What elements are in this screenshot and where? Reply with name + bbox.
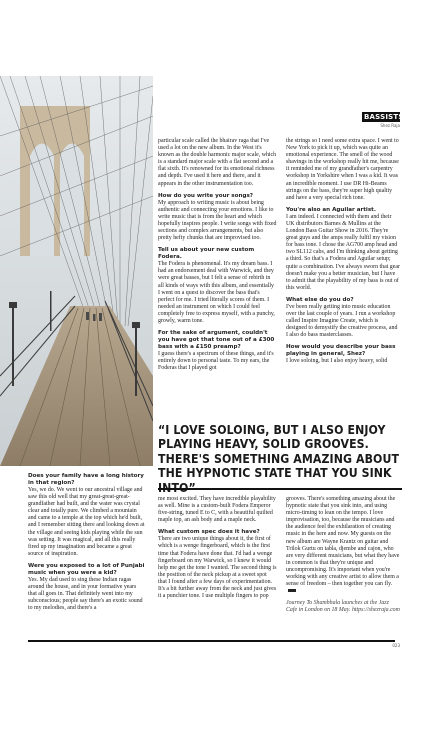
footer-rule [28, 640, 395, 642]
article-column-2-bottom [158, 496, 277, 605]
pull-quote: “I LOVE SOLOING, BUT I ALSO ENJOY PLAYING HEAVY, SOLID GROOVES. THERE'S SOMETHING AMAZING ABOUT THE HYPNOTIC STATE THAT YOU SINK [158, 423, 400, 481]
question-heading: You're also an Aguilar artist. [286, 206, 376, 213]
section-tag-subject: Shez Raja [380, 123, 400, 128]
question-heading: Does your family have a long history in that region? [28, 473, 144, 486]
question-heading: What custom spec does it have? [158, 529, 260, 536]
question-heading: For the sake of argument, couldn't you have got that tone out of a £300 bass with a £150 preamp? [158, 330, 275, 351]
closing-text: grooves. There's something amazing about the hypnotic state that you sink into, and using micro-timing to lean on the tempo. I love improvisation, too, because the musicians and the audience feel the exhilaration of creating music in the here and now. My guests on the new album are Wayne Krantz on guitar and Trilok Gurtu on tabla, djembe and cajon, who are very different musicians, but what they have in common is that they're unique and uncompromising. It's important when you're working with any creative artist to allow them a sense of freedom – then together you can fly. [286, 496, 400, 588]
article-column-2-top [158, 138, 277, 377]
section-tag [362, 112, 404, 128]
end-of-article-icon [288, 589, 296, 592]
answer-paragraph: particular scale called the bhairav raga that I've used a lot on the new album. In the West it's known as the double harmonic major scale, which is a standard major scale with a flat second and a flat sixth. It's renowned for its emotional richness and depth. I've used it here and there, and it appears in the other instrumentation too. [158, 138, 277, 187]
pull-quote-rule [158, 488, 402, 490]
question-heading: How do you write your songs? [158, 192, 254, 199]
bridge-photo [0, 76, 153, 466]
question-heading: How would you describe your bass playing in general, Shez? [286, 344, 396, 358]
answer-paragraph: There are two unique things about it, the first of which is a wenge fingerboard, which is the first time that Fodera have done that. I'd had a wenge fingerboard on my Warwick, so I knew it would help me get the tone I wanted. The second thing is the position of the neck pickup at a sweet spot that I found after a few days of experimentation. It's a bit further away from the neck and just gives it a punchier tone. I use multiple fingers to pop [158, 536, 277, 600]
answer-paragraph: I am indeed. I connected with them and their UK distributors Barnes & Mullins at the London Bass Guitar Show in 2016. They're great guys and the amps really fulfil my vision for bass tone. I chose the AG700 amp head and two SL112 cabs, and I'm thinking about getting a third. So that's a Fodera and Aguilar setup; quite a combination. I've always sworn that gear doesn't make you a better musician, but I have to admit that the playability of my bass is out of this world. [286, 213, 400, 291]
answer-paragraph: Yes. My dad used to sing these Indian ragas around the house, and in your formative years that all goes in. That definitely went into my subconscious; people say there's an exotic sound to my melodies, and there's a [28, 576, 143, 612]
answer-paragraph: I love soloing, but I also enjoy heavy, solid [286, 358, 388, 365]
answer-paragraph: Yes, we do. We went to our ancestral village and saw this old well that my great-great-great-grandfather had built, and the water was crystal clear and totally pure. We climbed a mountain and came to a temple at the top which he'd built, and I remember sitting there and looking down at the village and seeing kids playing while the sun was setting. It was magical, and all this really fired up my imagination and became a great source of inspiration. [28, 487, 145, 557]
release-credit: Journey To Shambhala launches at the Jazz Cafe in London on 18 May. https://shezraja.com [286, 600, 400, 614]
page-number: 023 [392, 643, 400, 648]
section-tag-label: BASSISTS [364, 113, 404, 121]
article-column-3-bottom [286, 496, 400, 620]
question-heading: Were you exposed to a lot of Punjabi music when you were a kid? [28, 562, 145, 576]
question-heading: What else do you do? [286, 296, 354, 303]
article-column-3-top [286, 138, 400, 370]
bridge-photo-image [0, 76, 153, 466]
answer-paragraph: I guess there's a spectrum of these things, and it's entirely down to personal taste. To my ears, the Foderas that I played got [158, 351, 274, 372]
answer-paragraph: The Fodera is phenomenal. It's my dream bass. I had an endorsement deal with Warwick, and they were great basses, but I felt a sense of rebirth in all kinds of ways with this album, and essentially I went on a quest to discover the bass that's perfect for me. I tried literally scores of them. I needed an instrument on which I could feel completely free to express myself, with a punchy, growly, warm tone. [158, 261, 275, 324]
question-heading: Tell us about your new custom Fodera. [158, 247, 255, 261]
answer-paragraph: the strings so I need some extra space. I went to New York to pick it up, which was quite an emotional experience. The smell of the wood shavings in the workshop really hit me, because it reminded me of my grandfather's carpentry workshop in Yorkshire when I was a kid. It was an incredible moment. I use DR Hi-Beams strings on the bass, they're super high quality and have a very special rich tone. [286, 138, 399, 201]
answer-paragraph: I've been really getting into music education over the last couple of years. I run a workshop called Inspire Imagine Create, which is designed to demystify the creative process, and I also do bass masterclasses. [286, 303, 398, 339]
answer-paragraph [286, 496, 400, 595]
answer-paragraph: me most excited. They have incredible playability as well. Mine is a custom-built Fodera Emperor five-string, tuned E to C, with a beautiful quilted maple top, an ash body and a maple neck. [158, 496, 276, 524]
answer-paragraph: My approach to writing music is about being authentic and connecting your emotions. I like to write music that is from the heart and which hopefully inspires people. I write songs with fixed sections and complex arrangements, but also pretty hefty chunks that are improvised too. [158, 199, 277, 242]
article-column-1 [28, 471, 146, 617]
